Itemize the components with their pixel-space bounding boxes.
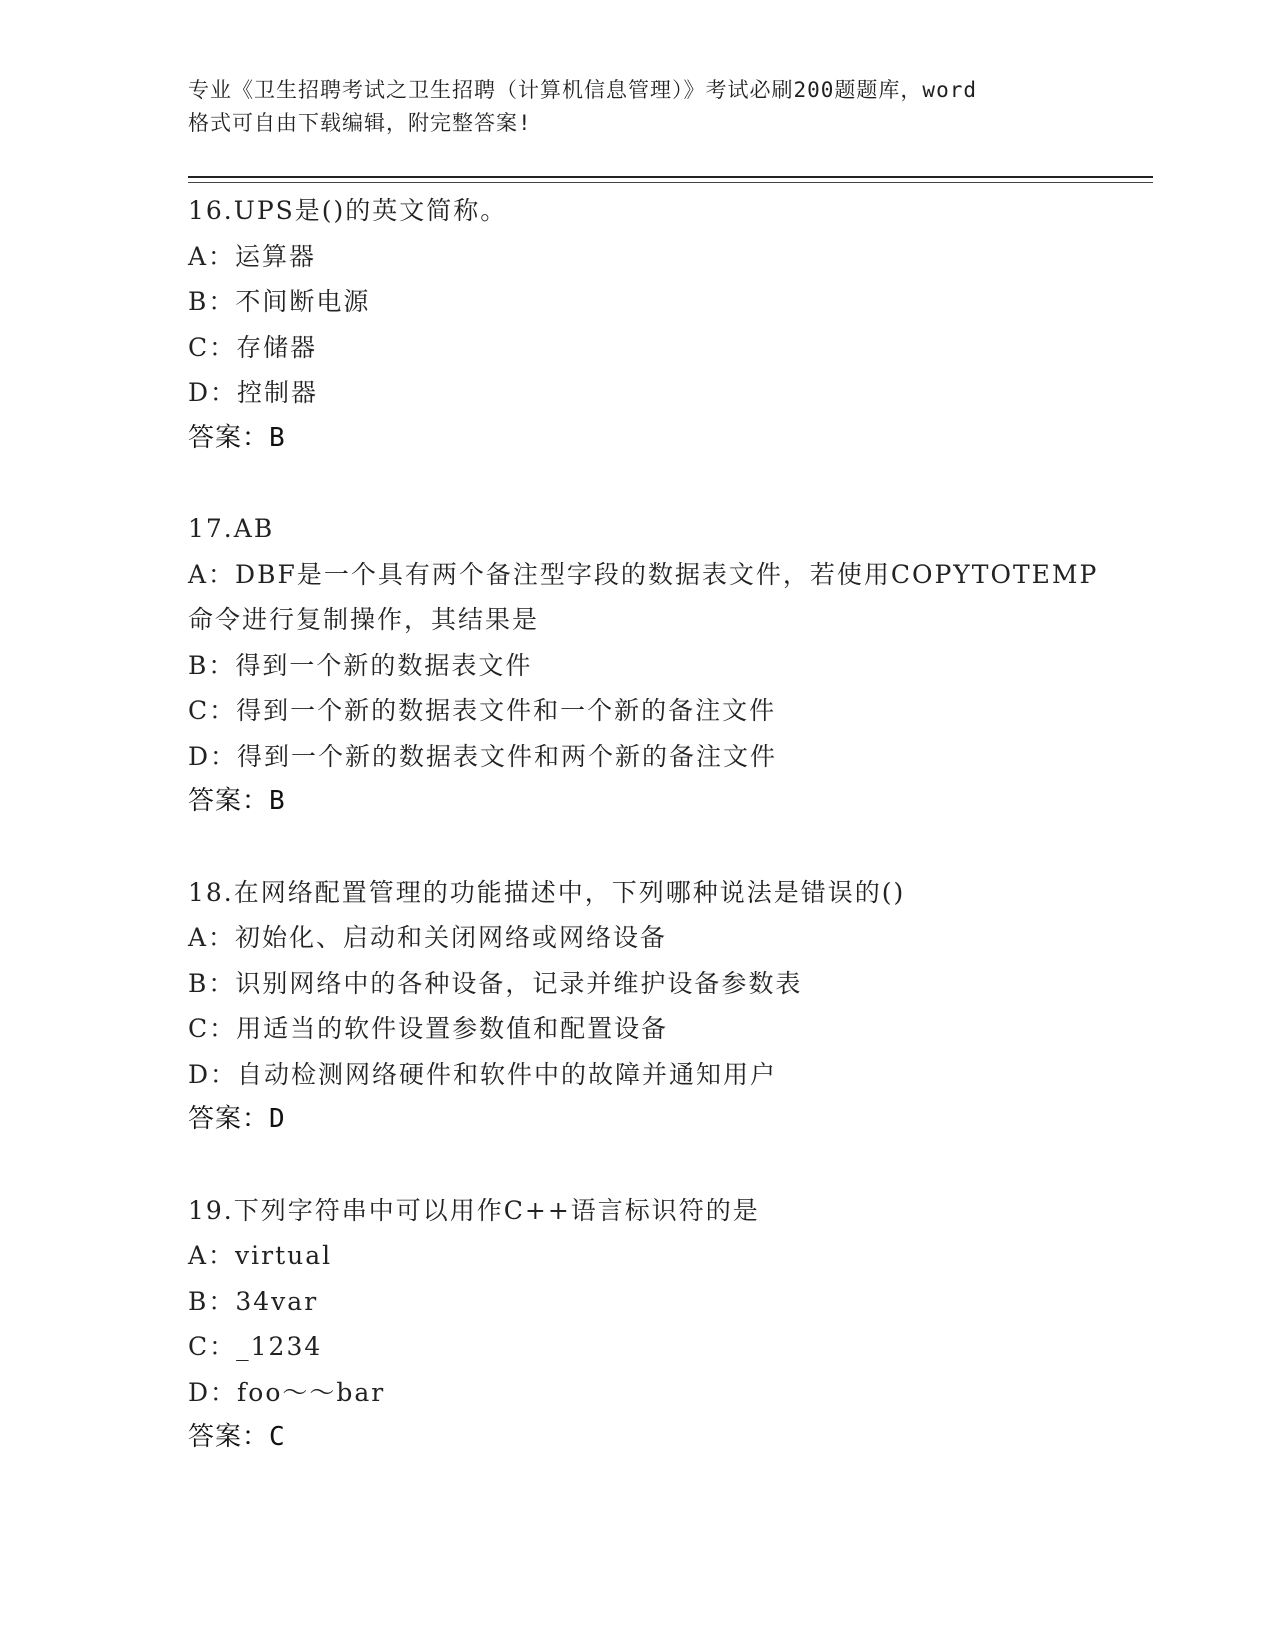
answer-label: 答案：B bbox=[188, 786, 286, 816]
option-a: A：运算器 bbox=[188, 241, 317, 271]
document-header bbox=[188, 74, 1088, 140]
option-a: A：初始化、启动和关闭网络或网络设备 bbox=[188, 923, 668, 952]
option-b: B：识别网络中的各种设备，记录并维护设备参数表 bbox=[188, 968, 803, 998]
answer-label: 答案：B bbox=[188, 422, 286, 453]
option-c: C：存储器 bbox=[188, 332, 318, 362]
question-17 bbox=[188, 506, 1118, 825]
option-a-continued: 命令进行复制操作，其结果是 bbox=[188, 605, 540, 634]
answer-label: 答案：C bbox=[188, 1422, 286, 1452]
answer-label: 答案：D bbox=[188, 1104, 286, 1134]
option-d: D：控制器 bbox=[188, 378, 319, 407]
option-c: C：用适当的软件设置参数值和配置设备 bbox=[188, 1014, 669, 1043]
question-16 bbox=[188, 188, 1118, 461]
question-stem: 19.下列字符串中可以用作C++语言标识符的是 bbox=[188, 1195, 760, 1225]
option-a: A：DBF是一个具有两个备注型字段的数据表文件，若使用COPYTOTEMP bbox=[188, 559, 1099, 589]
header-line-1: 专业《卫生招聘考试之卫生招聘（计算机信息管理）》考试必刷200题题库，word bbox=[188, 78, 977, 102]
header-line-2: 格式可自由下载编辑，附完整答案! bbox=[188, 111, 532, 135]
question-19 bbox=[188, 1188, 1118, 1461]
option-d: D：得到一个新的数据表文件和两个新的备注文件 bbox=[188, 741, 778, 771]
option-d: D：foo～～bar bbox=[188, 1377, 386, 1407]
option-d: D：自动检测网络硬件和软件中的故障并通知用户 bbox=[188, 1059, 778, 1089]
option-c: C：_1234 bbox=[188, 1332, 323, 1361]
question-stem: 18.在网络配置管理的功能描述中，下列哪种说法是错误的() bbox=[188, 877, 906, 907]
option-a: A：virtual bbox=[188, 1241, 333, 1270]
question-18 bbox=[188, 870, 1118, 1143]
option-b: B：不间断电源 bbox=[188, 287, 371, 316]
question-stem: 17.AB bbox=[188, 514, 275, 543]
option-c: C：得到一个新的数据表文件和一个新的备注文件 bbox=[188, 696, 777, 725]
header-divider-thick bbox=[188, 176, 1153, 178]
question-list bbox=[188, 188, 1118, 1506]
option-b: B：34var bbox=[188, 1286, 319, 1316]
header-divider-thin bbox=[188, 182, 1153, 183]
option-b: B：得到一个新的数据表文件 bbox=[188, 650, 533, 680]
question-stem: 16.UPS是()的英文简称。 bbox=[188, 196, 508, 225]
